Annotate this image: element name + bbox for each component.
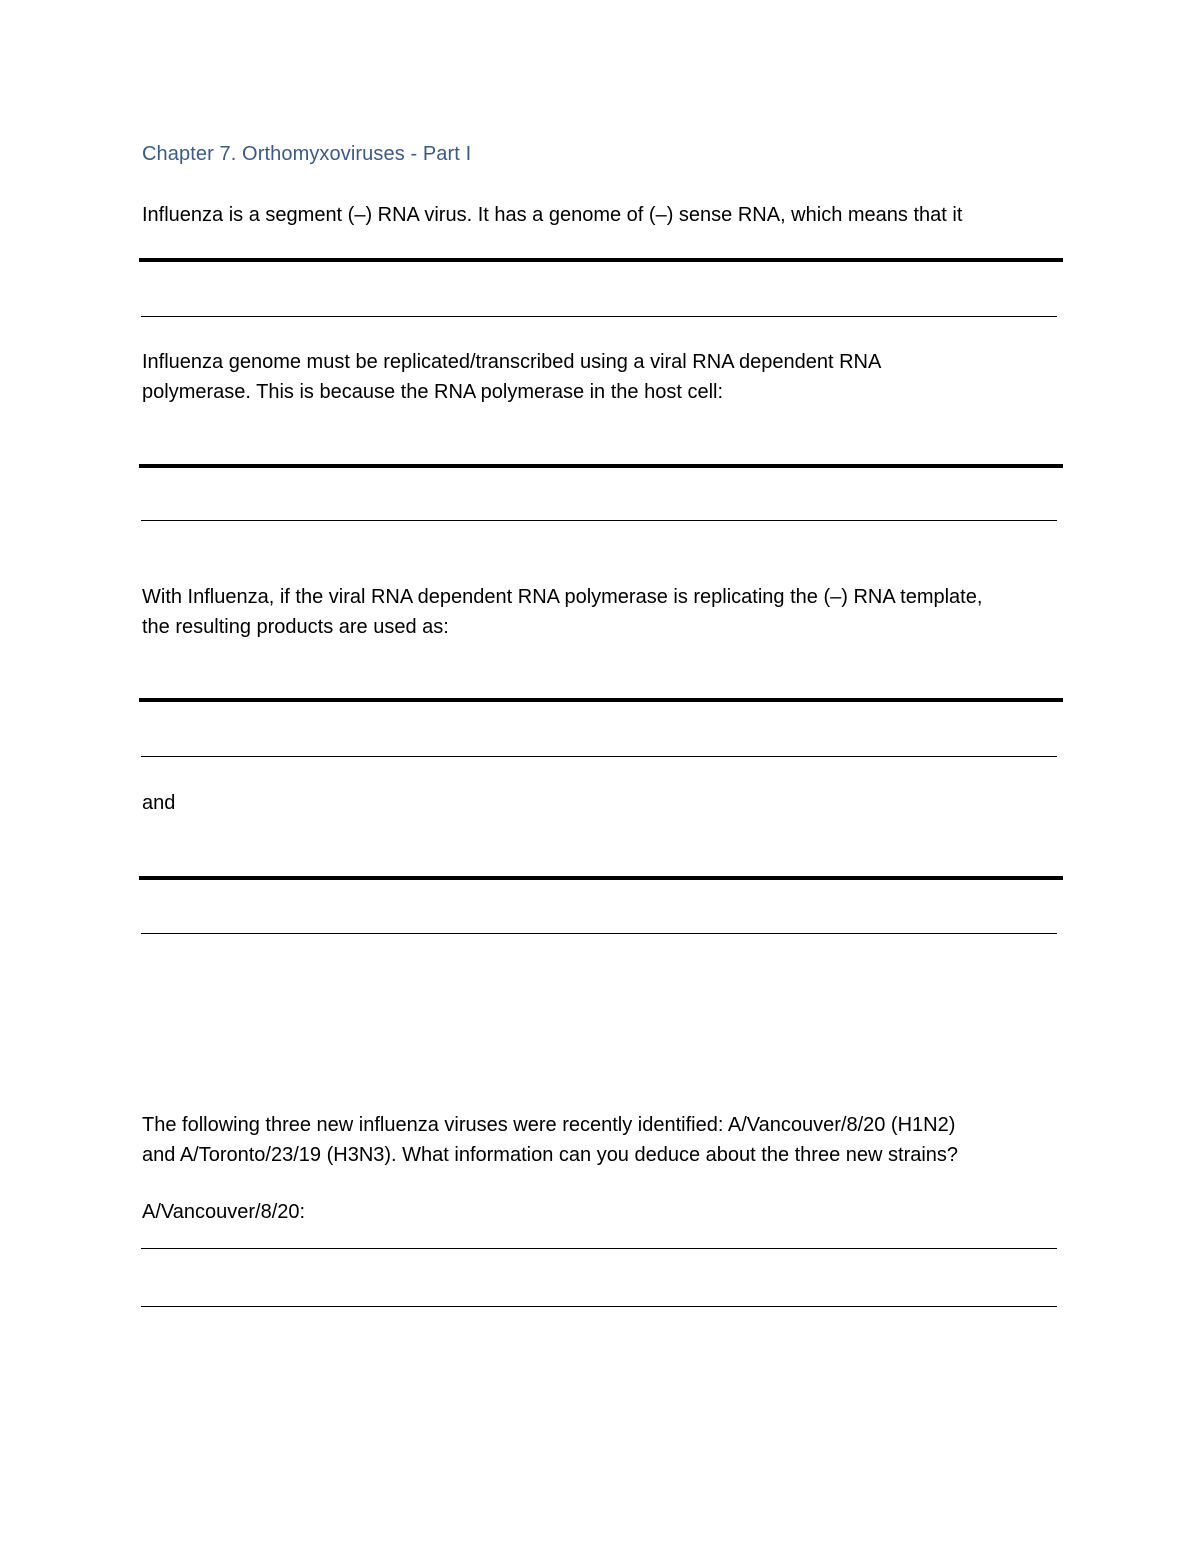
q4-line-1: The following three new influenza viruses were recently identified: A/Vancouver/8/20 (H1N2): [142, 1114, 956, 1136]
q4-strain1-answer-line-1[interactable]: [141, 1248, 1057, 1249]
q3-and-label: and: [142, 792, 176, 814]
q2-answer-line-1[interactable]: [139, 464, 1063, 468]
q1-answer-line-1[interactable]: [139, 258, 1063, 262]
q4-strain1-answer-line-2[interactable]: [141, 1306, 1057, 1307]
q1-answer-line-2[interactable]: [141, 316, 1057, 317]
q3-answer-line-4[interactable]: [141, 933, 1057, 934]
q2-answer-line-2[interactable]: [141, 520, 1057, 521]
q2-line-2: polymerase. This is because the RNA polymerase in the host cell:: [142, 381, 724, 403]
q3-line-1: With Influenza, if the viral RNA dependent RNA polymerase is replicating the (–) RNA template,: [142, 586, 983, 608]
q3-answer-line-2[interactable]: [141, 756, 1057, 757]
q1-line-1: Influenza is a segment (–) RNA virus. It has a genome of (–) sense RNA, which means that it: [142, 204, 963, 226]
page-title: Chapter 7. Orthomyxoviruses - Part I: [142, 143, 472, 165]
q3-line-2: the resulting products are used as:: [142, 616, 449, 638]
q2-prompt: [142, 347, 881, 407]
q4-prompt: [142, 1110, 958, 1170]
q2-line-1: Influenza genome must be replicated/transcribed using a viral RNA dependent RNA: [142, 351, 882, 373]
q4-line-2: and A/Toronto/23/19 (H3N3). What information can you deduce about the three new strains?: [142, 1144, 959, 1166]
q4-strain1-label: A/Vancouver/8/20:: [142, 1201, 306, 1223]
q1-prompt: [142, 200, 962, 230]
q3-answer-line-3[interactable]: [139, 876, 1063, 880]
q3-prompt: [142, 582, 982, 642]
q3-answer-line-1[interactable]: [139, 698, 1063, 702]
